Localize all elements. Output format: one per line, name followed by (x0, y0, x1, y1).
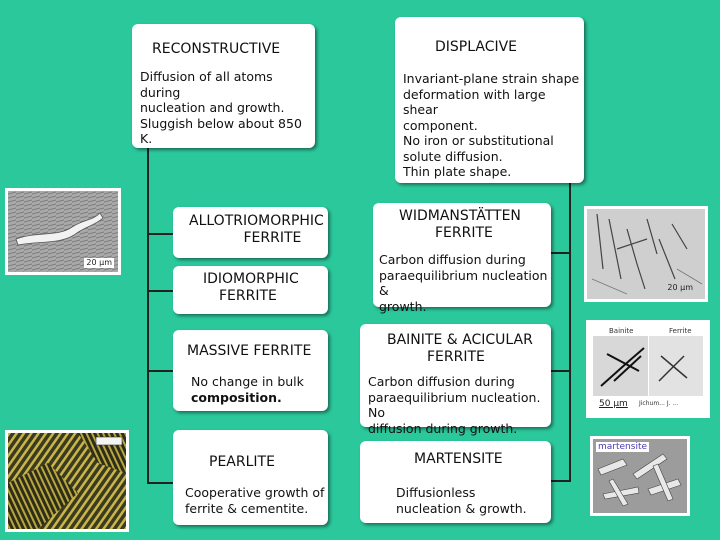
allotriomorphic-micrograph-image (5, 188, 121, 275)
bainite-credit: Jichum... J. ... (639, 400, 679, 407)
bainite-acicular-ferrite-description: Carbon diffusion during paraequilibrium nucleation. No diffusion during growth. (368, 374, 541, 436)
massive-ferrite-description: No change in bulk composition. (191, 374, 304, 405)
bainite-left-caption: Bainite (609, 327, 634, 335)
connector-idiomorphic (147, 290, 173, 292)
bainite-micrograph-svg (589, 336, 707, 406)
pearlite-title: PEARLITE (209, 454, 275, 470)
bainite-micrograph-image (586, 320, 710, 418)
connector-pearlite (147, 482, 173, 484)
bainite-scale-label: 50 µm (599, 399, 628, 409)
pearlite-box (173, 430, 328, 525)
reconstructive-description: Diffusion of all atoms during nucleation and growth. Sluggish below about 850 K. (140, 69, 302, 146)
idiomorphic-ferrite-box (173, 266, 328, 314)
allotriomorphic-ferrite-box (173, 207, 328, 258)
allotriomorphic-ferrite-title: ALLOTRIOMORPHIC FERRITE (189, 213, 324, 246)
idiomorphic-ferrite-title: IDIOMORPHIC FERRITE (203, 271, 299, 304)
reconstructive-box (132, 24, 315, 148)
martensite-micrograph-image (590, 436, 690, 516)
widmanstatten-ferrite-box (373, 203, 551, 314)
pearlite-description: Cooperative growth of ferrite & cementite. (185, 485, 325, 516)
displacive-title: DISPLACIVE (435, 39, 518, 55)
martensite-title: MARTENSITE (414, 451, 503, 467)
connector-widmanstatten (551, 252, 571, 254)
martensite-description: Diffusionless nucleation & growth. (396, 485, 527, 516)
bainite-right-caption: Ferrite (669, 327, 692, 335)
widmanstatten-ferrite-description: Carbon diffusion during paraequilibrium nucleation & growth. (379, 252, 548, 314)
left-trunk-line (147, 148, 149, 483)
displacive-description: Invariant-plane strain shape deformation with large shear component. No iron or substitutional solute diffusion. Thin plate shape. (403, 71, 580, 179)
bainite-acicular-ferrite-box (360, 324, 551, 436)
connector-allotriomorphic (147, 233, 173, 235)
connector-bainite (551, 370, 571, 372)
massive-ferrite-title: MASSIVE FERRITE (187, 343, 312, 359)
massive-ferrite-box (173, 330, 328, 411)
displacive-box (395, 17, 584, 183)
pearlite-micrograph-svg (8, 433, 126, 529)
widmanstatten-scale-label: 20 µm (667, 283, 693, 292)
pearlite-micrograph-image (5, 430, 129, 532)
widmanstatten-ferrite-title: WIDMANSTÄTTEN FERRITE (399, 208, 521, 241)
right-trunk-line (569, 182, 571, 482)
reconstructive-title: RECONSTRUCTIVE (152, 41, 281, 57)
martensite-box (360, 441, 551, 523)
bainite-acicular-ferrite-title: BAINITE & ACICULAR FERRITE (387, 332, 533, 365)
connector-massive (147, 370, 173, 372)
martensite-label: martensite (598, 442, 648, 452)
connector-martensite (551, 480, 571, 482)
allotriomorphic-scale-label: 20 µm (86, 258, 112, 267)
widmanstatten-micrograph-image (584, 206, 708, 302)
